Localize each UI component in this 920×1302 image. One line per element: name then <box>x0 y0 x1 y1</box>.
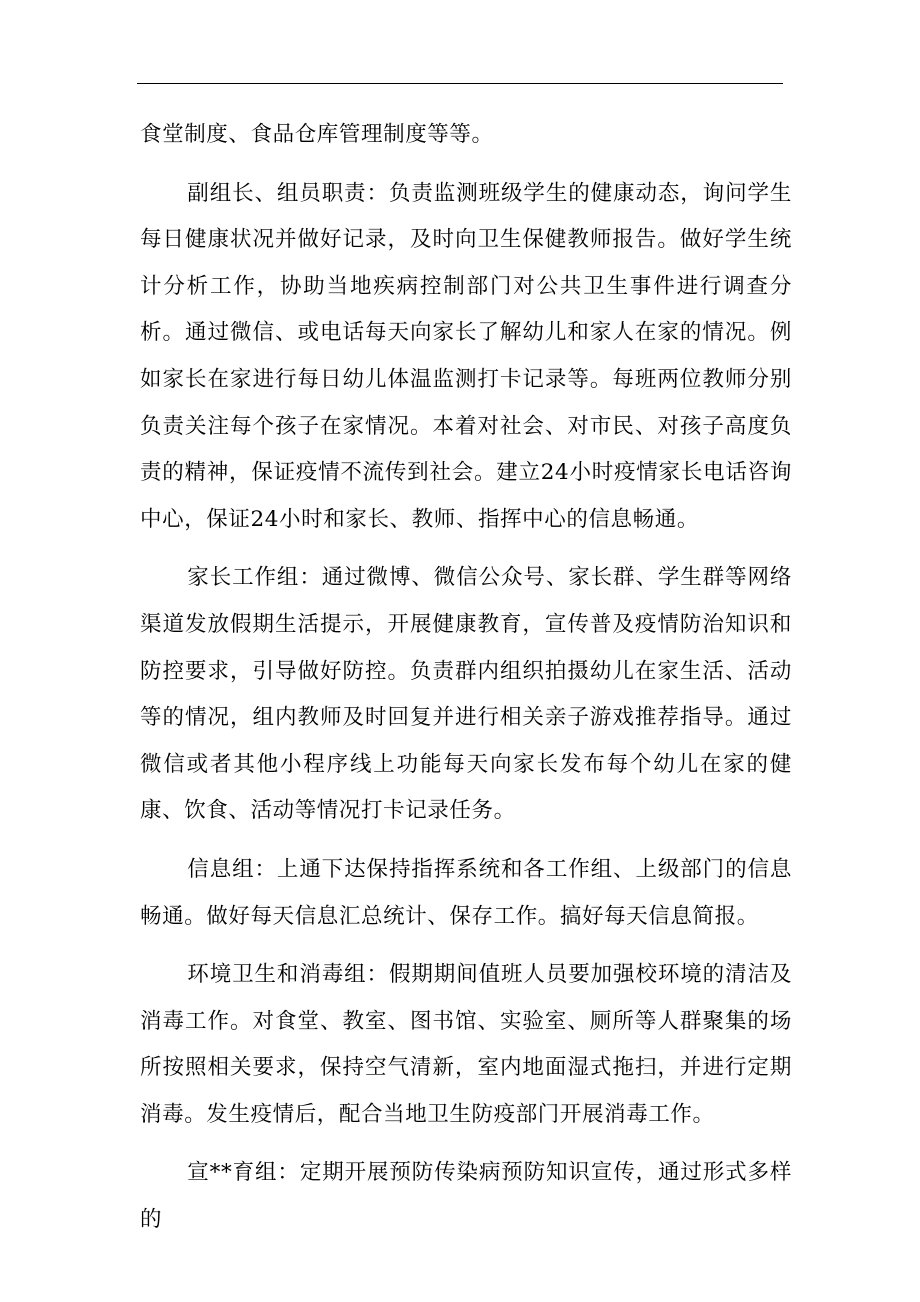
paragraph-sanitation-group: 环境卫生和消毒组：假期期间值班人员要加强校环境的清洁及消毒工作。对食堂、教室、图书馆、实验室、厕所等人群聚集的场所按照相关要求，保持空气清新，室内地面湿式拖扫，并进行定期消毒。发生疫情后，配合当地卫生防疫部门开展消毒工作。 <box>140 962 792 1127</box>
header-rule <box>137 83 783 84</box>
paragraph-canteen-rules: 食堂制度、食品仓库管理制度等等。 <box>140 122 494 147</box>
document-body <box>140 112 792 1244</box>
paragraph-deputy-leader-duties: 副组长、组员职责：负责监测班级学生的健康动态，询问学生每日健康状况并做好记录，及时向卫生保健教师报告。做好学生统计分析工作，协助当地疾病控制部门对公共卫生事件进行调查分析。通过微信、或电话每天向家长了解幼儿和家人在家的情况。例如家长在家进行每日幼儿体温监测打卡记录等。每班两位教师分别负责关注每个孩子在家情况。本着对社会、对市民、对孩子高度负责的精神，保证疫情不流传到社会。建立24小时疫情家长电话咨询中心，保证24小时和家长、教师、指挥中心的信息畅通。 <box>140 180 792 532</box>
paragraph-publicity-group: 宣**育组：定期开展预防传染病预防知识宣传，通过形式多样的 <box>140 1160 792 1233</box>
paragraph-parent-work-group: 家长工作组：通过微博、微信公众号、家长群、学生群等网络渠道发放假期生活提示，开展健康教育，宣传普及疫情防治知识和防控要求，引导做好防控。负责群内组织拍摄幼儿在家生活、活动等的情况，组内教师及时回复并进行相关亲子游戏推荐指导。通过微信或者其他小程序线上功能每天向家长发布每个幼儿在家的健康、饮食、活动等情况打卡记录任务。 <box>140 565 792 824</box>
paragraph-information-group: 信息组：上通下达保持指挥系统和各工作组、上级部门的信息畅通。做好每天信息汇总统计、保存工作。搞好每天信息简报。 <box>140 856 792 929</box>
